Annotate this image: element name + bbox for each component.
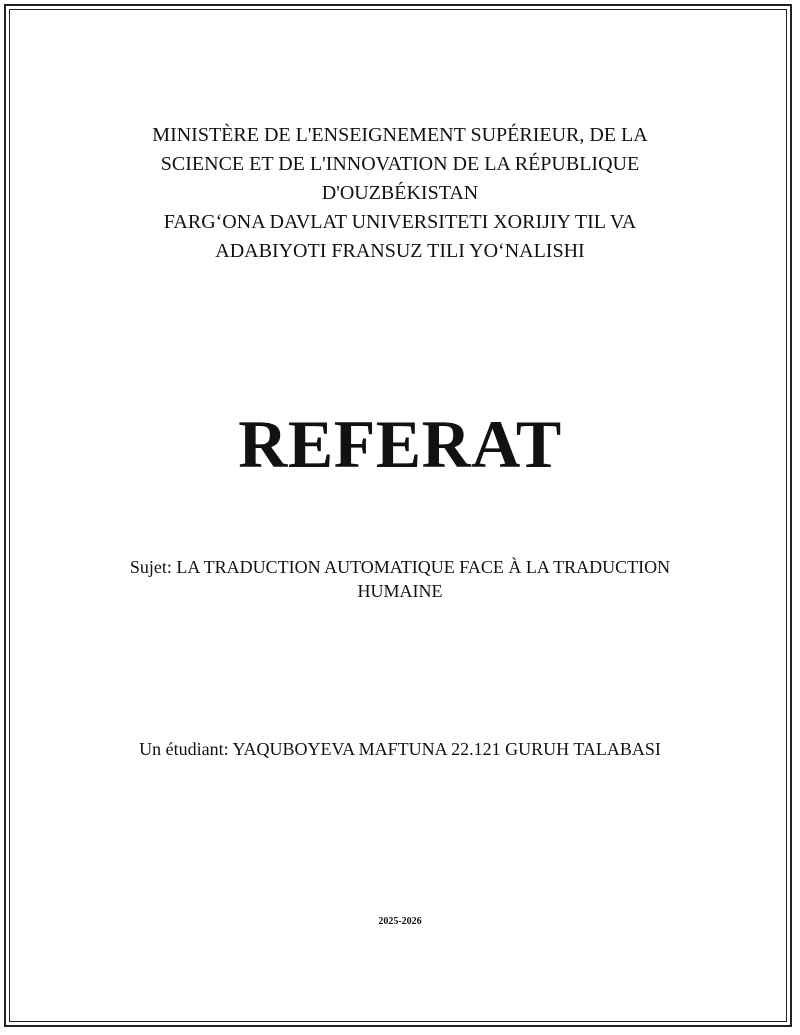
student-info: Un étudiant: YAQUBOYEVA MAFTUNA 22.121 GURUH TALABASI xyxy=(139,739,661,759)
header-line-2: SCIENCE ET DE L'INNOVATION DE LA RÉPUBLIQUE xyxy=(160,153,640,175)
header-line-1: MINISTÈRE DE L'ENSEIGNEMENT SUPÉRIEUR, DE LA xyxy=(152,124,648,146)
subject-line-2: HUMAINE xyxy=(357,581,443,601)
header-line-5: ADABIYOTI FRANSUZ TILI YO‘NALISHI xyxy=(215,240,585,262)
document-title: REFERAT xyxy=(238,406,562,482)
header-line-4: FARG‘ONA DAVLAT UNIVERSITETI XORIJIY TIL VA xyxy=(163,211,637,233)
subject-block xyxy=(0,555,800,603)
institution-header xyxy=(0,121,800,266)
header-line-3: D'OUZBÉKISTAN xyxy=(321,182,479,204)
academic-year: 2025-2026 xyxy=(378,916,422,927)
subject-line-1: Sujet: LA TRADUCTION AUTOMATIQUE FACE À LA TRADUCTION xyxy=(129,557,671,577)
